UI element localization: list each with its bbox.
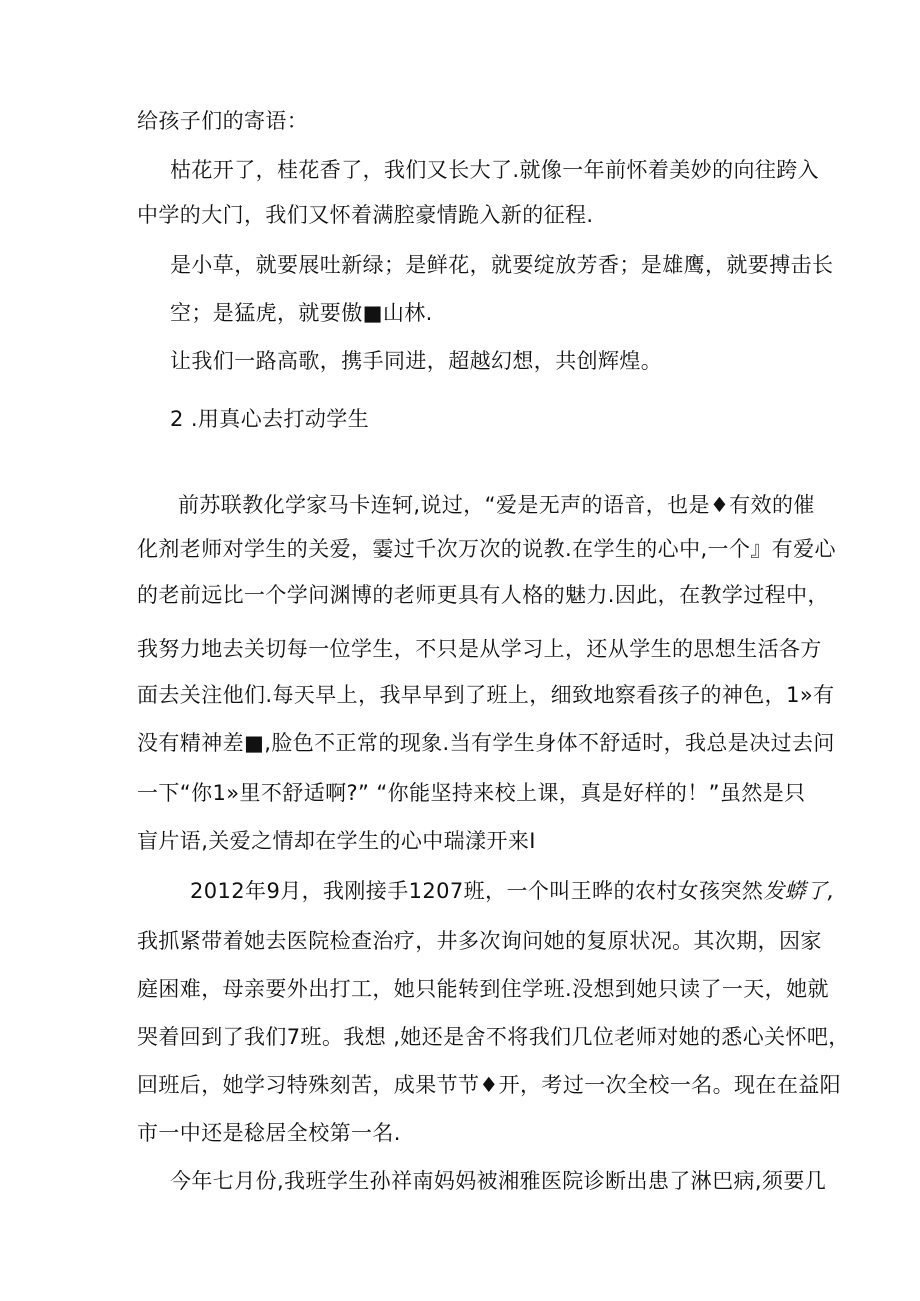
paragraph-line: 哭着回到了我们7班。我想 ,她还是舍不将我们几位老师对她的悉心关怀吧， <box>137 1025 850 1049</box>
paragraph-italic-text: 发蟒了, <box>763 879 835 903</box>
paragraph-line: 的老前远比一个学问渊博的老师更具有人格的魅力.因此，在教学过程中， <box>137 583 829 607</box>
paragraph-line: 盲片语,关爱之情却在学生的心中瑞漾开来I <box>137 829 536 853</box>
paragraph-text: 2012年9月，我刚接手1207班，一个叫王晔的农村女孩突然 <box>190 879 764 903</box>
paragraph-line: 市一中还是稔居全校第一名. <box>137 1121 401 1145</box>
wishes-line: 是小草，就要展吐新绿；是鲜花，就要绽放芳香；是雄鹰，就要搏击长 <box>170 253 834 277</box>
paragraph-line: 回班后，她学习特殊刻苦，成果节节♦开，考过一次全校一名。现在在益阳 <box>137 1073 842 1097</box>
paragraph-line: 没有精神差■,脸色不正常的现象.当有学生身体不舒适时，我总是决过去问 <box>137 731 835 755</box>
paragraph-line <box>190 876 835 906</box>
wishes-line: 空；是猛虎，就要傲■山林. <box>170 301 433 325</box>
section-heading: 2 .用真心去打动学生 <box>170 407 370 431</box>
paragraph-line: 我努力地去关切每一位学生，不只是从学习上，还从学生的思想生活各方 <box>137 637 822 661</box>
paragraph-line: 我抓紧带着她去医院检查治疗，井多次询问她的复原状况。其次期，因家 <box>137 929 822 953</box>
paragraph-line: 化剂老师对学生的关爱，霎过千次万次的说教.在学生的心中,一个』有爱心 <box>137 537 836 561</box>
wishes-line: 中学的大门，我们又怀着满腔豪情跪入新的征程. <box>137 203 594 227</box>
paragraph-line: 今年七月份,我班学生孙祥南妈妈被湘雅医院诊断出患了淋巴病,须要几 <box>170 1169 827 1193</box>
paragraph-line: 一下“你1»里不舒适啊?” “你能坚持来校上课，真是好样的！”虽然是只 <box>137 781 806 805</box>
paragraph-line: 庭困难，母亲要外出打工，她只能转到住学班.没想到她只读了一天，她就 <box>137 977 829 1001</box>
paragraph-line: 前苏联教化学家马卡连轲,说过，“爱是无声的语音，也是♦有效的催 <box>178 493 815 517</box>
wishes-line: 让我们一路高歌，携手同进，超越幻想，共创辉煌。 <box>170 349 663 373</box>
wishes-heading: 给孩子们的寄语： <box>137 109 309 133</box>
paragraph-line: 面去关注他们.每天早上，我早早到了班上，细致地察看孩子的神色，1»有 <box>137 683 835 707</box>
wishes-line: 枯花开了，桂花香了，我们又长大了.就像一年前怀着美妙的向往跨入 <box>170 158 820 182</box>
